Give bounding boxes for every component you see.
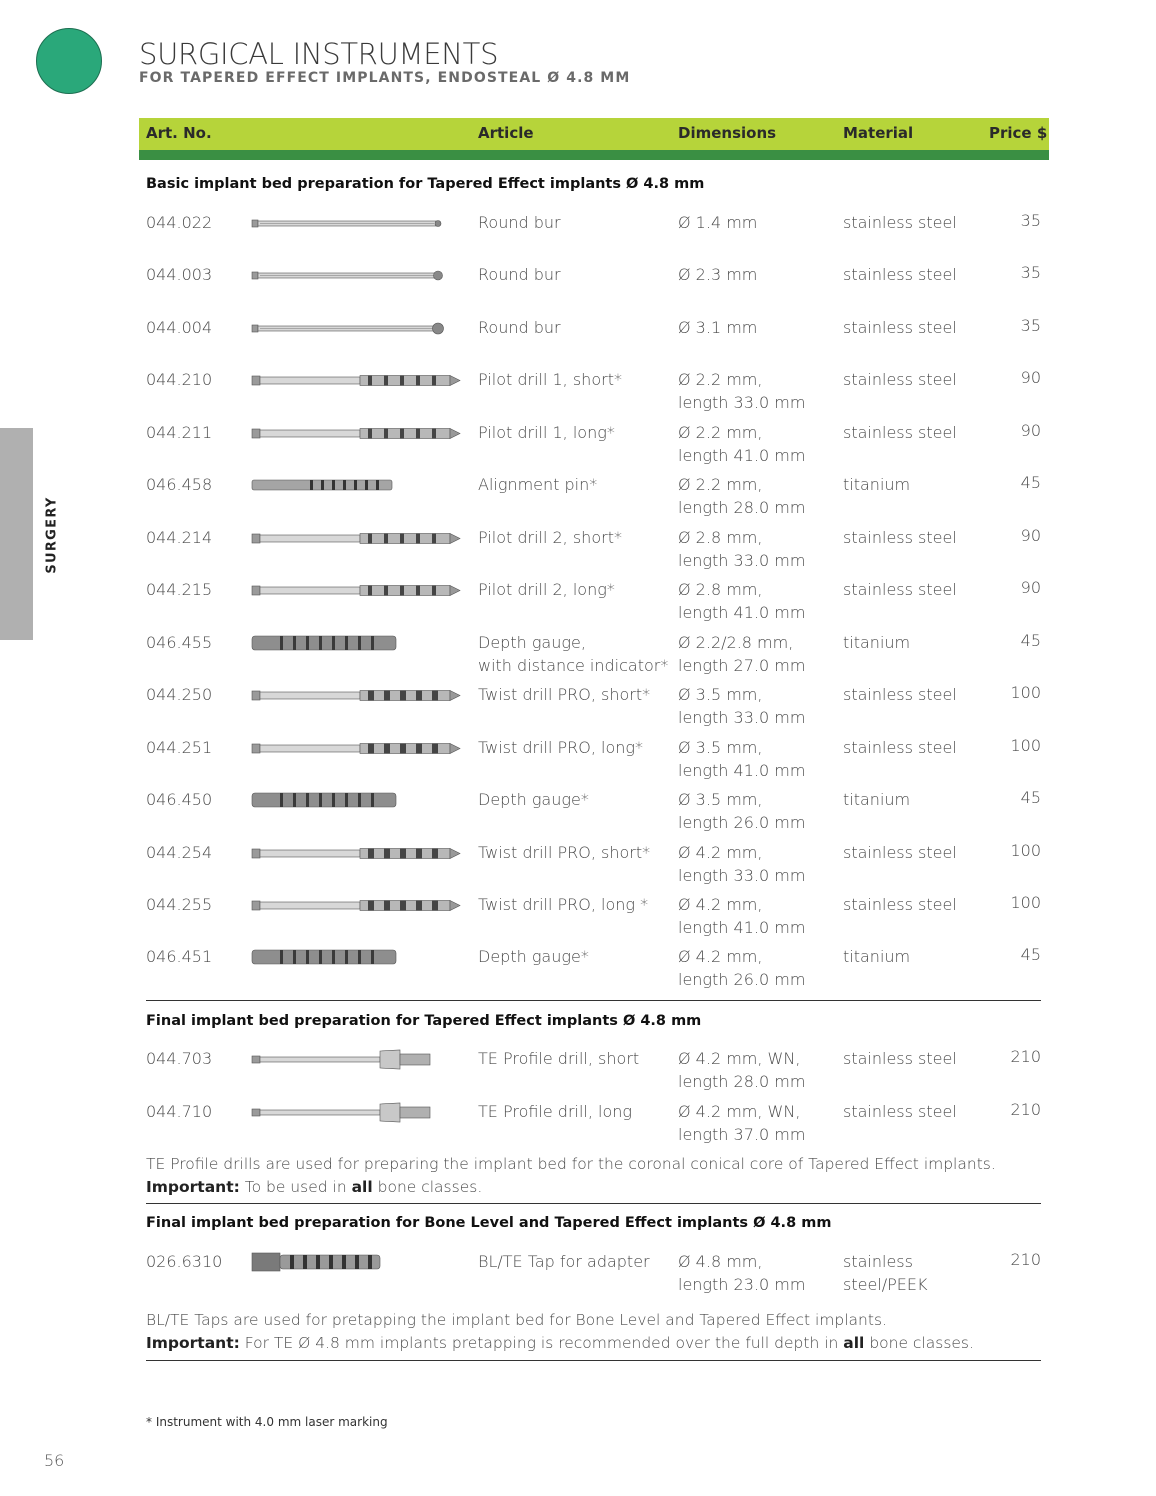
art-no-cell: 044.210 bbox=[146, 370, 213, 389]
dimension-cell-line2: length 28.0 mm bbox=[678, 1072, 806, 1091]
dimension-cell-line2: length 26.0 mm bbox=[678, 813, 806, 832]
material-cell: stainless steel bbox=[843, 895, 957, 914]
twist-drill-icon bbox=[250, 735, 465, 761]
dimension-cell: Ø 4.2 mm, bbox=[678, 843, 763, 862]
article-cell: Twist drill PRO, long * bbox=[478, 895, 649, 914]
price-cell: 45 bbox=[1020, 945, 1041, 964]
dimension-cell-line2: length 41.0 mm bbox=[678, 446, 806, 465]
price-cell: 210 bbox=[1010, 1250, 1041, 1269]
dimension-cell: Ø 3.5 mm, bbox=[678, 738, 763, 757]
instrument-image bbox=[250, 525, 465, 555]
dimension-cell: Ø 3.5 mm, bbox=[678, 790, 763, 809]
side-tab bbox=[0, 428, 33, 640]
pilot-drill-icon bbox=[250, 577, 465, 603]
dimension-cell: Ø 2.3 mm bbox=[678, 265, 758, 284]
instrument-image bbox=[250, 472, 465, 502]
instrument-image bbox=[250, 682, 465, 712]
profile-drill-note bbox=[146, 1153, 996, 1199]
dimension-cell: Ø 3.5 mm, bbox=[678, 685, 763, 704]
dimension-cell: Ø 4.2 mm, bbox=[678, 947, 763, 966]
instrument-image bbox=[250, 262, 465, 292]
tap-note bbox=[146, 1309, 974, 1355]
instrument-image bbox=[250, 892, 465, 922]
twist-drill-icon bbox=[250, 840, 465, 866]
dimension-cell: Ø 4.2 mm, WN, bbox=[678, 1049, 801, 1068]
price-cell: 35 bbox=[1020, 211, 1041, 230]
note-text-b: bone classes. bbox=[869, 1334, 974, 1352]
material-cell-line2: steel/PEEK bbox=[843, 1275, 928, 1294]
price-cell: 45 bbox=[1020, 788, 1041, 807]
instrument-image bbox=[250, 1046, 465, 1076]
dimension-cell-line2: length 33.0 mm bbox=[678, 393, 806, 412]
art-no-cell: 046.450 bbox=[146, 790, 213, 809]
section-title-final-te: Final implant bed preparation for Tapered Effect implants Ø 4.8 mm bbox=[146, 1013, 702, 1029]
price-cell: 90 bbox=[1020, 368, 1041, 387]
tap-icon bbox=[250, 1249, 465, 1275]
pilot-drill-icon bbox=[250, 367, 465, 393]
page-subtitle: FOR TAPERED EFFECT IMPLANTS, ENDOSTEAL Ø 4.8 MM bbox=[139, 70, 631, 86]
section-title-final-bl-te: Final implant bed preparation for Bone Level and Tapered Effect implants Ø 4.8 mm bbox=[146, 1215, 832, 1231]
art-no-cell: 044.214 bbox=[146, 528, 213, 547]
price-cell: 100 bbox=[1010, 893, 1041, 912]
round-bur-icon bbox=[250, 262, 465, 288]
article-cell-line2: with distance indicator* bbox=[478, 656, 669, 675]
pilot-drill-icon bbox=[250, 525, 465, 551]
table-header-strip bbox=[139, 150, 1049, 160]
profile-drill-icon bbox=[250, 1046, 465, 1072]
section-title-basic: Basic implant bed preparation for Tapered Effect implants Ø 4.8 mm bbox=[146, 176, 705, 192]
footnote: * Instrument with 4.0 mm laser marking bbox=[146, 1415, 388, 1429]
material-cell: stainless steel bbox=[843, 580, 957, 599]
price-cell: 210 bbox=[1010, 1047, 1041, 1066]
dimension-cell-line2: length 26.0 mm bbox=[678, 970, 806, 989]
twist-drill-icon bbox=[250, 892, 465, 918]
material-cell: titanium bbox=[843, 947, 911, 966]
art-no-cell: 026.6310 bbox=[146, 1252, 223, 1271]
col-header-art-no: Art. No. bbox=[146, 124, 212, 142]
price-cell: 35 bbox=[1020, 316, 1041, 335]
dimension-cell-line2: length 33.0 mm bbox=[678, 708, 806, 727]
profile-drill-icon bbox=[250, 1099, 465, 1125]
dimension-cell-line2: length 27.0 mm bbox=[678, 656, 806, 675]
dimension-cell-line2: length 33.0 mm bbox=[678, 551, 806, 570]
art-no-cell: 046.451 bbox=[146, 947, 213, 966]
instrument-image bbox=[250, 787, 465, 817]
art-no-cell: 044.251 bbox=[146, 738, 213, 757]
article-cell: Pilot drill 1, short* bbox=[478, 370, 622, 389]
note-important-label: Important: bbox=[146, 1334, 240, 1352]
alignment-pin-icon bbox=[250, 472, 465, 498]
art-no-cell: 044.710 bbox=[146, 1102, 213, 1121]
article-cell: Depth gauge* bbox=[478, 790, 589, 809]
material-cell: titanium bbox=[843, 475, 911, 494]
article-cell: Depth gauge* bbox=[478, 947, 589, 966]
section-divider bbox=[146, 1360, 1041, 1361]
dimension-cell: Ø 2.2 mm, bbox=[678, 370, 763, 389]
brand-circle-icon bbox=[36, 28, 102, 94]
instrument-image bbox=[250, 840, 465, 870]
article-cell: Pilot drill 1, long* bbox=[478, 423, 615, 442]
dimension-cell: Ø 2.2/2.8 mm, bbox=[678, 633, 794, 652]
price-cell: 35 bbox=[1020, 263, 1041, 282]
section-divider bbox=[146, 1000, 1041, 1001]
article-cell: TE Profile drill, short bbox=[478, 1049, 640, 1068]
col-header-price: Price $ bbox=[989, 124, 1048, 142]
material-cell: stainless bbox=[843, 1252, 913, 1271]
price-cell: 100 bbox=[1010, 736, 1041, 755]
article-cell: BL/TE Tap for adapter bbox=[478, 1252, 650, 1271]
price-cell: 45 bbox=[1020, 631, 1041, 650]
round-bur-icon bbox=[250, 210, 465, 236]
dimension-cell-line2: length 41.0 mm bbox=[678, 761, 806, 780]
article-cell: Twist drill PRO, long* bbox=[478, 738, 644, 757]
dimension-cell: Ø 4.2 mm, WN, bbox=[678, 1102, 801, 1121]
dimension-cell-line2: length 37.0 mm bbox=[678, 1125, 806, 1144]
dimension-cell-line2: length 41.0 mm bbox=[678, 918, 806, 937]
material-cell: stainless steel bbox=[843, 528, 957, 547]
note-text-b: bone classes. bbox=[377, 1178, 483, 1196]
note-line-1: TE Profile drills are used for preparing the implant bed for the coronal conical core of Tapered Effect implants. bbox=[146, 1155, 996, 1173]
dimension-cell: Ø 2.8 mm, bbox=[678, 528, 763, 547]
instrument-image bbox=[250, 735, 465, 765]
pilot-drill-icon bbox=[250, 420, 465, 446]
instrument-image bbox=[250, 315, 465, 345]
material-cell: stainless steel bbox=[843, 370, 957, 389]
instrument-image bbox=[250, 944, 465, 974]
dimension-cell-line2: length 33.0 mm bbox=[678, 866, 806, 885]
dimension-cell: Ø 2.2 mm, bbox=[678, 423, 763, 442]
art-no-cell: 044.703 bbox=[146, 1049, 213, 1068]
art-no-cell: 046.455 bbox=[146, 633, 213, 652]
note-important-label: Important: bbox=[146, 1178, 240, 1196]
section-divider bbox=[146, 1203, 1041, 1204]
art-no-cell: 044.250 bbox=[146, 685, 213, 704]
article-cell: TE Profile drill, long bbox=[478, 1102, 633, 1121]
instrument-image bbox=[250, 1099, 465, 1129]
art-no-cell: 044.215 bbox=[146, 580, 213, 599]
article-cell: Alignment pin* bbox=[478, 475, 598, 494]
article-cell: Round bur bbox=[478, 265, 561, 284]
material-cell: stainless steel bbox=[843, 423, 957, 442]
material-cell: stainless steel bbox=[843, 213, 957, 232]
price-cell: 90 bbox=[1020, 526, 1041, 545]
dimension-cell: Ø 2.2 mm, bbox=[678, 475, 763, 494]
art-no-cell: 046.458 bbox=[146, 475, 213, 494]
material-cell: stainless steel bbox=[843, 265, 957, 284]
art-no-cell: 044.255 bbox=[146, 895, 213, 914]
dimension-cell-line2: length 23.0 mm bbox=[678, 1275, 806, 1294]
instrument-image bbox=[250, 210, 465, 240]
depth-gauge-icon bbox=[250, 787, 465, 813]
material-cell: titanium bbox=[843, 633, 911, 652]
note-text-bold: all bbox=[351, 1178, 373, 1196]
material-cell: stainless steel bbox=[843, 1102, 957, 1121]
depth-gauge-icon bbox=[250, 944, 465, 970]
art-no-cell: 044.004 bbox=[146, 318, 213, 337]
note-text-a: To be used in bbox=[244, 1178, 347, 1196]
article-cell: Twist drill PRO, short* bbox=[478, 843, 651, 862]
price-cell: 210 bbox=[1010, 1100, 1041, 1119]
note-line-1: BL/TE Taps are used for pretapping the implant bed for Bone Level and Tapered Effect implants. bbox=[146, 1311, 887, 1329]
article-cell: Depth gauge, bbox=[478, 633, 586, 652]
material-cell: stainless steel bbox=[843, 685, 957, 704]
dimension-cell-line2: length 28.0 mm bbox=[678, 498, 806, 517]
note-text-a: For TE Ø 4.8 mm implants pretapping is recommended over the full depth in bbox=[244, 1334, 839, 1352]
page-number: 56 bbox=[44, 1451, 65, 1470]
round-bur-icon bbox=[250, 315, 465, 341]
dimension-cell: Ø 4.2 mm, bbox=[678, 895, 763, 914]
article-cell: Round bur bbox=[478, 213, 561, 232]
side-tab-label: SURGERY bbox=[44, 496, 60, 574]
dimension-cell-line2: length 41.0 mm bbox=[678, 603, 806, 622]
note-text-bold: all bbox=[843, 1334, 865, 1352]
article-cell: Round bur bbox=[478, 318, 561, 337]
article-cell: Pilot drill 2, long* bbox=[478, 580, 615, 599]
instrument-image bbox=[250, 630, 465, 660]
dimension-cell: Ø 4.8 mm, bbox=[678, 1252, 763, 1271]
depth-gauge-icon bbox=[250, 630, 465, 656]
price-cell: 45 bbox=[1020, 473, 1041, 492]
dimension-cell: Ø 1.4 mm bbox=[678, 213, 758, 232]
dimension-cell: Ø 2.8 mm, bbox=[678, 580, 763, 599]
col-header-dimensions: Dimensions bbox=[678, 124, 777, 142]
material-cell: stainless steel bbox=[843, 318, 957, 337]
price-cell: 100 bbox=[1010, 841, 1041, 860]
material-cell: stainless steel bbox=[843, 1049, 957, 1068]
article-cell: Pilot drill 2, short* bbox=[478, 528, 622, 547]
art-no-cell: 044.003 bbox=[146, 265, 213, 284]
col-header-material: Material bbox=[843, 124, 914, 142]
article-cell: Twist drill PRO, short* bbox=[478, 685, 651, 704]
dimension-cell: Ø 3.1 mm bbox=[678, 318, 758, 337]
price-cell: 90 bbox=[1020, 578, 1041, 597]
page-title: SURGICAL INSTRUMENTS bbox=[139, 37, 499, 71]
instrument-image bbox=[250, 420, 465, 450]
material-cell: stainless steel bbox=[843, 738, 957, 757]
art-no-cell: 044.211 bbox=[146, 423, 213, 442]
instrument-image bbox=[250, 367, 465, 397]
col-header-article: Article bbox=[478, 124, 534, 142]
price-cell: 100 bbox=[1010, 683, 1041, 702]
twist-drill-icon bbox=[250, 682, 465, 708]
material-cell: titanium bbox=[843, 790, 911, 809]
art-no-cell: 044.022 bbox=[146, 213, 213, 232]
material-cell: stainless steel bbox=[843, 843, 957, 862]
instrument-image bbox=[250, 577, 465, 607]
price-cell: 90 bbox=[1020, 421, 1041, 440]
art-no-cell: 044.254 bbox=[146, 843, 213, 862]
instrument-image bbox=[250, 1249, 465, 1279]
